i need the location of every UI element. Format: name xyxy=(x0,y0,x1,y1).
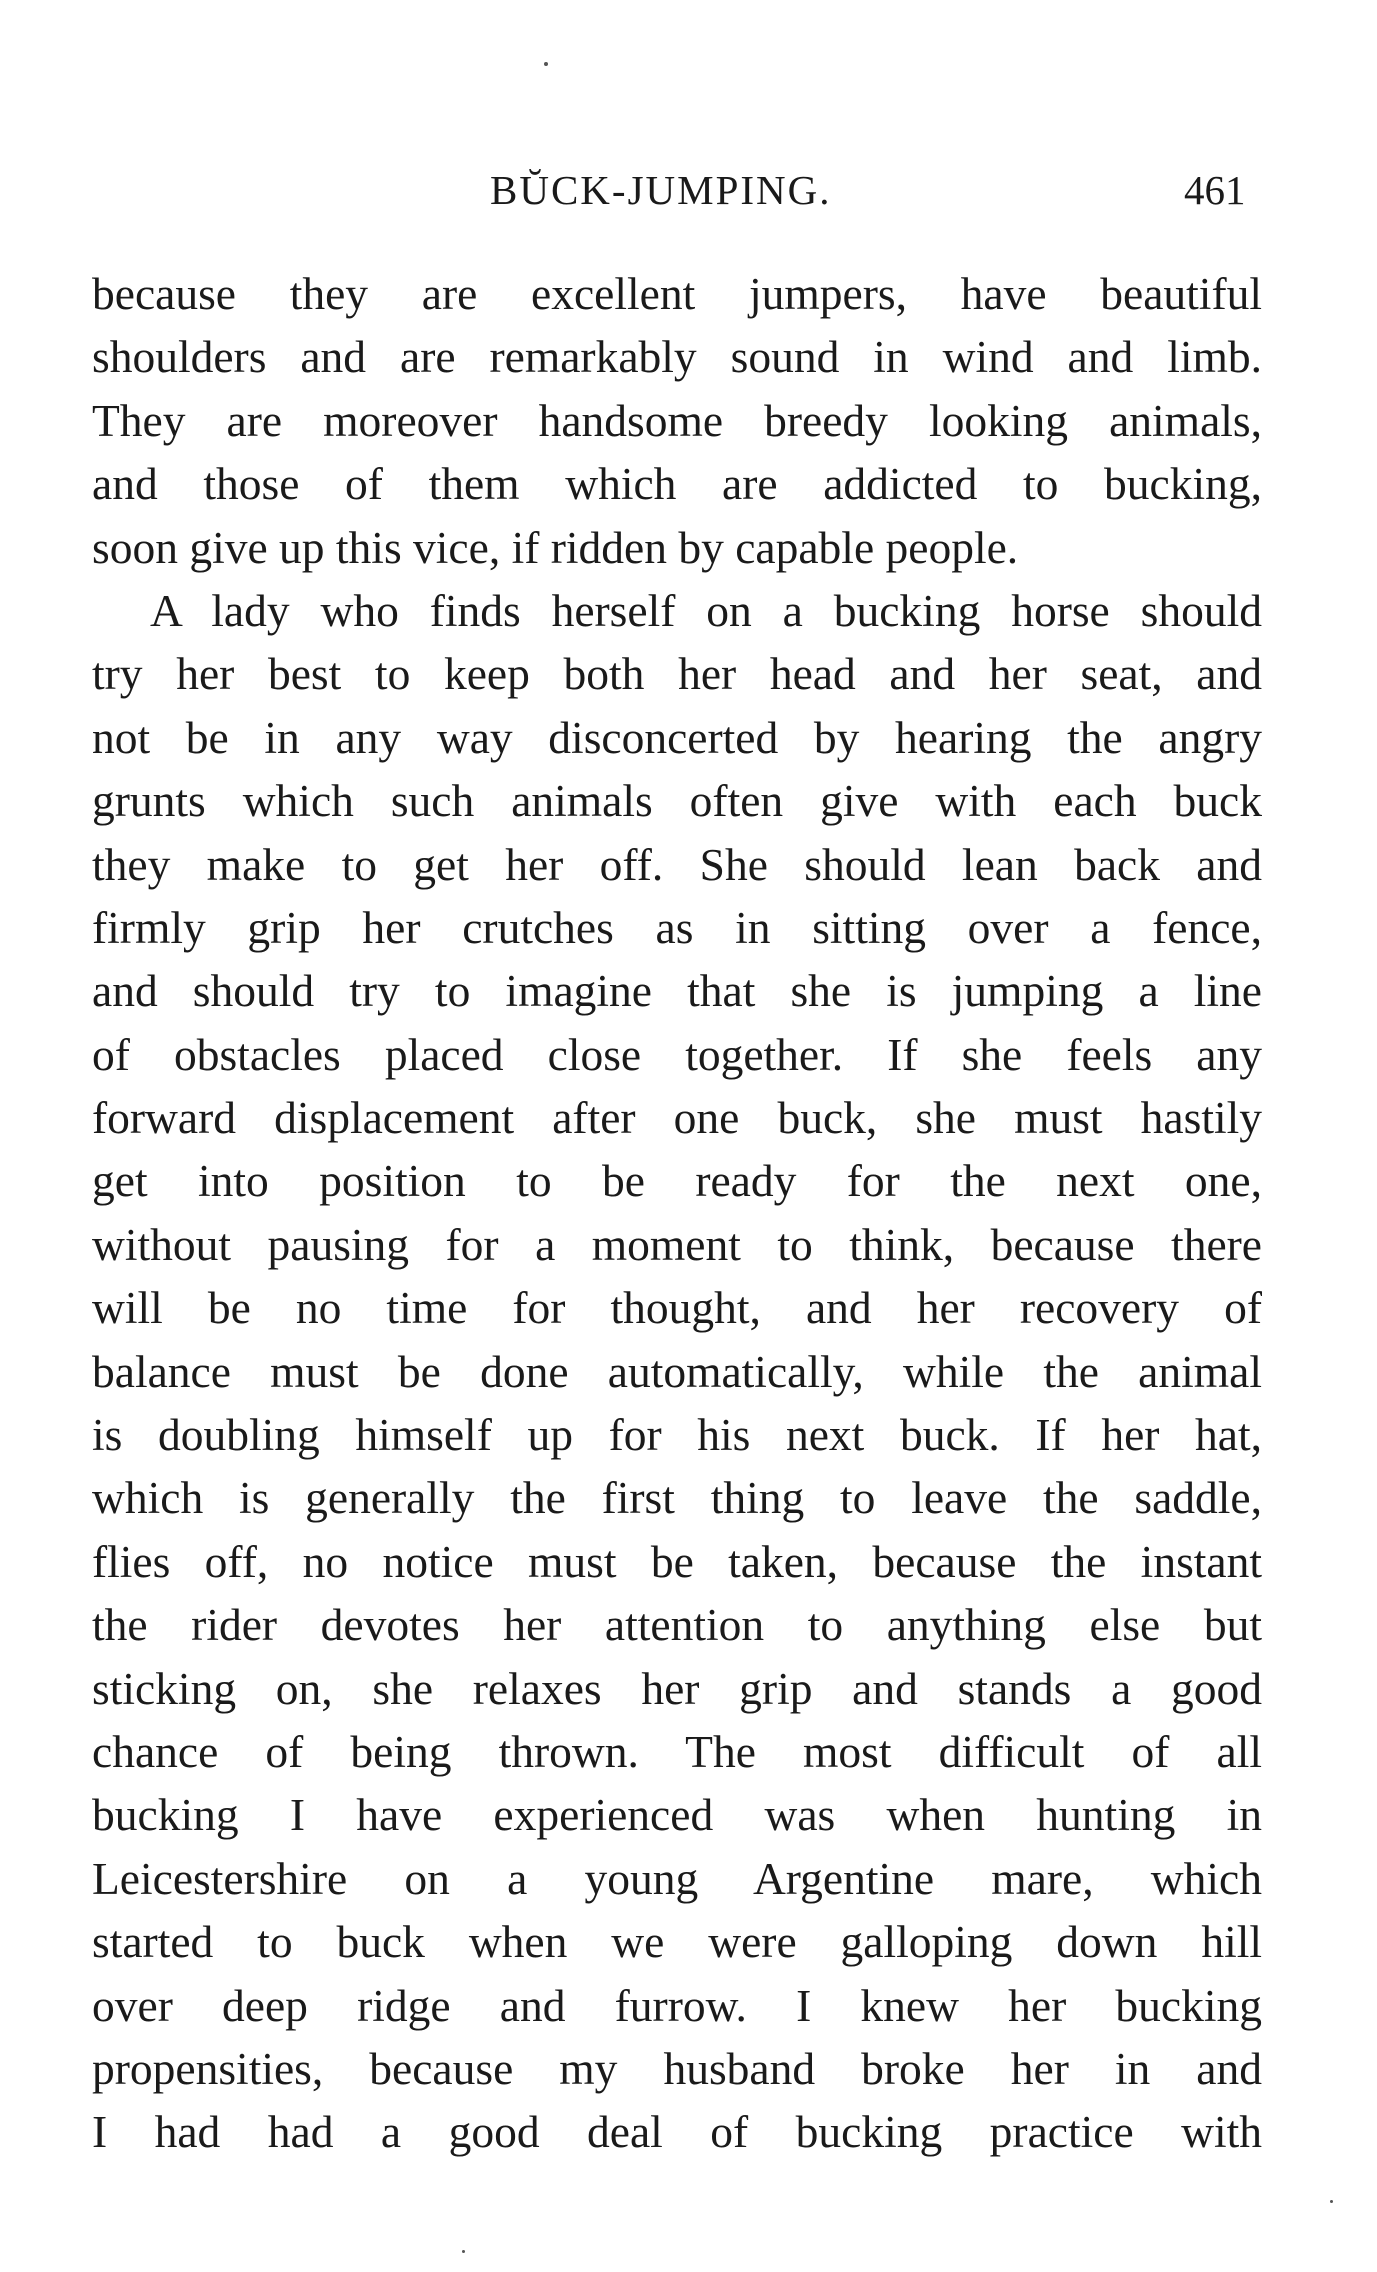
text-line: and should try to imagine that she is jumping a line xyxy=(92,965,1262,1017)
page-number: 461 xyxy=(1184,167,1246,213)
text-line: soon give up this vice, if ridden by capable people. xyxy=(92,521,1019,573)
text-line: chance of being thrown. The most difficult of all xyxy=(92,1725,1262,1777)
text-line: try her best to keep both her head and her seat, and xyxy=(92,648,1262,700)
print-speck xyxy=(1330,2200,1333,2203)
text-line: They are moreover handsome breedy looking animals, xyxy=(92,394,1262,446)
text-line: will be no time for thought, and her recovery of xyxy=(92,1282,1262,1334)
paragraph-start-line: A lady who finds herself on a bucking horse should xyxy=(150,584,1262,636)
body-text xyxy=(92,262,1262,2164)
text-line: firmly grip her crutches as in sitting over a fence, xyxy=(92,901,1262,953)
text-line: is doubling himself up for his next buck. If her hat, xyxy=(92,1409,1262,1461)
print-speck xyxy=(544,62,548,66)
text-line: shoulders and are remarkably sound in wind and limb. xyxy=(92,331,1262,383)
text-line: I had had a good deal of bucking practice with xyxy=(92,2106,1262,2158)
text-line: Leicestershire on a young Argentine mare, which xyxy=(92,1852,1262,1904)
text-line: of obstacles placed close together. If she feels any xyxy=(92,1028,1262,1080)
text-line: bucking I have experienced was when hunting in xyxy=(92,1789,1262,1841)
text-line: flies off, no notice must be taken, because the instant xyxy=(92,1535,1262,1587)
text-line: and those of them which are addicted to bucking, xyxy=(92,458,1262,510)
text-line: without pausing for a moment to think, because there xyxy=(92,1218,1262,1270)
text-line: they make to get her off. She should lean back and xyxy=(92,838,1262,890)
text-line: grunts which such animals often give with each buck xyxy=(92,775,1262,827)
text-line: sticking on, she relaxes her grip and stands a good xyxy=(92,1662,1262,1714)
running-title: BŬCK-JUMPING. xyxy=(490,167,832,213)
text-line: the rider devotes her attention to anything else but xyxy=(92,1599,1262,1651)
text-line: over deep ridge and furrow. I knew her bucking xyxy=(92,1979,1262,2031)
text-line: get into position to be ready for the next one, xyxy=(92,1155,1262,1207)
text-line: not be in any way disconcerted by hearing the angry xyxy=(92,711,1262,763)
text-line: started to buck when we were galloping down hill xyxy=(92,1916,1262,1968)
text-line: because they are excellent jumpers, have beautiful xyxy=(92,268,1262,319)
text-line: forward displacement after one buck, she must hastily xyxy=(92,1092,1262,1144)
text-line: balance must be done automatically, while the animal xyxy=(92,1345,1262,1397)
text-line: which is generally the first thing to leave the saddle, xyxy=(92,1472,1262,1524)
print-speck xyxy=(462,2250,465,2253)
text-line: propensities, because my husband broke her in and xyxy=(92,2042,1262,2094)
